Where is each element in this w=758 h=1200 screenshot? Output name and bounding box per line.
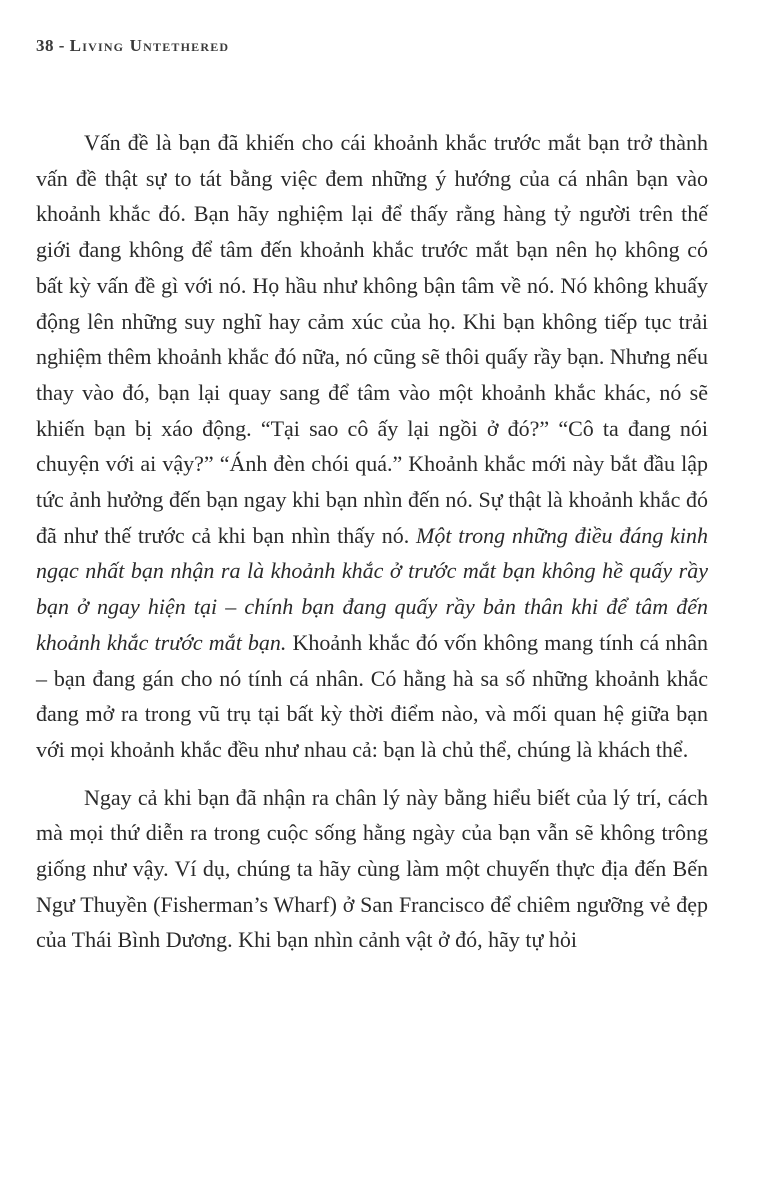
paragraph-text: Khoảnh khắc đó vốn không mang tính cá nhân – bạn đang gán cho nó tính cá nhân. Có hằng hà sa số những khoảnh khắc đang mở ra trong vũ trụ tại bất kỳ thời điểm nào, và mối quan hệ giữa bạn với mọi khoảnh khắc đều như nhau cả: bạn là chủ thể, chúng là khách thể.: [36, 629, 708, 762]
page-number: 38: [36, 36, 54, 55]
book-title: Living Untethered: [69, 36, 230, 55]
paragraph: [36, 780, 708, 959]
paragraph: [36, 125, 708, 768]
paragraph-text: Ngay cả khi bạn đã nhận ra chân lý này bằng hiểu biết của lý trí, cách mà mọi thứ diễn ra trong cuộc sống hằng ngày của bạn vẫn sẽ không trông giống như vậy. Ví dụ, chúng ta hãy cùng làm một chuyến thực địa đến Bến Ngư Thuyền (Fisherman’s Wharf) ở San Francisco để chiêm ngưỡng vẻ đẹp của Thái Bình Dương. Khi bạn nhìn cảnh vật ở đó, hãy tự hỏi: [36, 784, 708, 953]
running-head: [36, 36, 229, 56]
paragraph-text: Vấn đề là bạn đã khiến cho cái khoảnh khắc trước mắt bạn trở thành vấn đề thật sự to tát bằng việc đem những ý hướng của cá nhân bạn vào khoảnh khắc đó. Bạn hãy nghiệm lại để thấy rằng hàng tỷ người trên thế giới đang không để tâm đến khoảnh khắc trước mắt bạn nên họ không có bất kỳ vấn đề gì với nó. Họ hầu như không bận tâm về nó. Nó không khuấy động lên những suy nghĩ hay cảm xúc của họ. Khi bạn không tiếp tục trải nghiệm thêm khoảnh khắc đó nữa, nó cũng sẽ thôi quấy rầy bạn. Nhưng nếu thay vào đó, bạn lại quay sang để tâm vào một khoảnh khắc khác, nó sẽ khiến bạn bị xáo động. “Tại sao cô ấy lại ngồi ở đó?” “Cô ta đang nói chuyện với ai vậy?” “Ánh đèn chói quá.” Khoảnh khắc mới này bắt đầu lập tức ảnh hưởng đến bạn ngay khi bạn nhìn đến nó. Sự thật là khoảnh khắc đó đã như thế trước cả khi bạn nhìn thấy nó.: [36, 130, 708, 548]
emphasized-text: Một trong những điều đáng kinh ngạc nhất bạn nhận ra là khoảnh khắc ở trước mắt bạn không hề quấy rầy bạn ở ngay hiện tại – chính bạn đang quấy rầy bản thân khi để tâm đến khoảnh khắc trước mắt bạn.: [36, 522, 708, 655]
header-separator: -: [58, 36, 65, 55]
body-text: [36, 125, 708, 958]
